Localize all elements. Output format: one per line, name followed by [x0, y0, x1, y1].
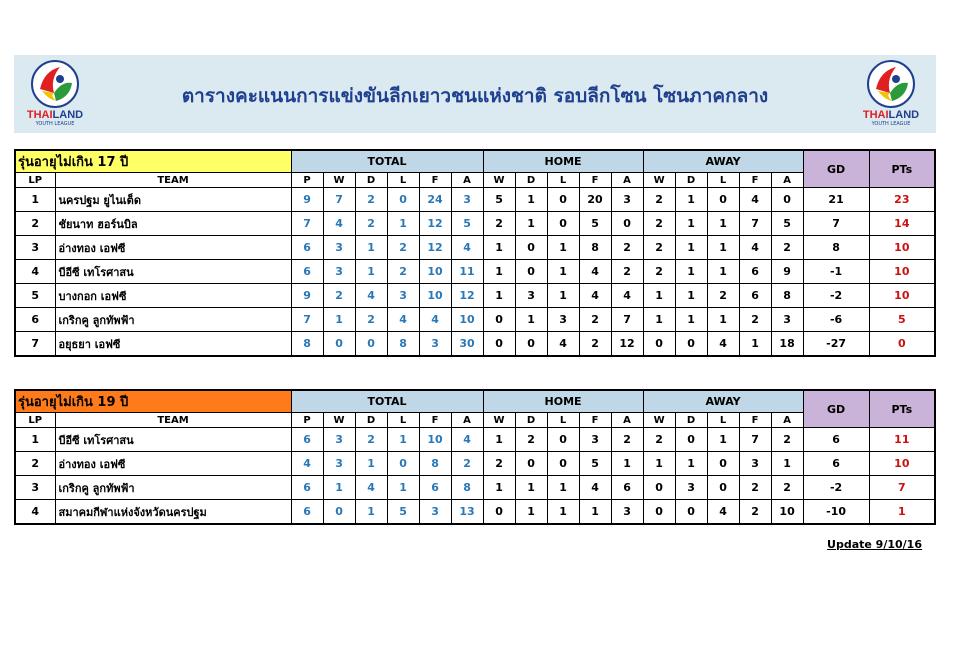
points-cell: 5: [869, 308, 935, 332]
table-row: [15, 428, 935, 452]
points-cell: 7: [869, 476, 935, 500]
header-row: [15, 390, 935, 413]
subheader-row: [15, 173, 935, 188]
total-stat-cell: 2: [355, 428, 387, 452]
rank-cell: 5: [15, 284, 55, 308]
total-stat-cell: 3: [323, 428, 355, 452]
away-stat-cell: 10: [771, 500, 803, 525]
rank-cell: 4: [15, 500, 55, 525]
home-stat-cell: 1: [547, 236, 579, 260]
gd-cell: 21: [803, 188, 869, 212]
away-stat-cell: 2: [643, 236, 675, 260]
away-stat-cell: 1: [643, 284, 675, 308]
rank-cell: 3: [15, 476, 55, 500]
away-stat-cell: 2: [771, 428, 803, 452]
total-stat-cell: 1: [387, 476, 419, 500]
logo-brand-text: THAILAND: [862, 109, 920, 121]
away-stat-cell: 0: [675, 332, 707, 357]
total-col-header: D: [355, 173, 387, 188]
update-date: Update 9/10/16: [827, 538, 922, 551]
gd-cell: -1: [803, 260, 869, 284]
home-stat-cell: 1: [483, 284, 515, 308]
total-stat-cell: 6: [291, 428, 323, 452]
total-stat-cell: 3: [323, 236, 355, 260]
standings-table-u19: [14, 389, 936, 525]
total-stat-cell: 1: [387, 428, 419, 452]
total-stat-cell: 24: [419, 188, 451, 212]
logo-brand-text: THAILAND: [26, 109, 84, 121]
home-col-header: F: [579, 413, 611, 428]
away-stat-cell: 6: [739, 260, 771, 284]
total-stat-cell: 1: [355, 260, 387, 284]
subheader-row: [15, 413, 935, 428]
home-stat-cell: 12: [611, 332, 643, 357]
total-stat-cell: 12: [419, 236, 451, 260]
total-stat-cell: 1: [355, 452, 387, 476]
away-stat-cell: 1: [675, 284, 707, 308]
home-stat-cell: 3: [611, 188, 643, 212]
total-header: TOTAL: [291, 150, 483, 173]
home-stat-cell: 1: [483, 236, 515, 260]
table-row: [15, 188, 935, 212]
total-stat-cell: 0: [387, 188, 419, 212]
team-header: TEAM: [55, 173, 291, 188]
home-stat-cell: 3: [547, 308, 579, 332]
home-stat-cell: 4: [547, 332, 579, 357]
home-stat-cell: 0: [547, 188, 579, 212]
team-name-cell: บางกอก เอฟซี: [55, 284, 291, 308]
home-stat-cell: 4: [611, 284, 643, 308]
away-stat-cell: 3: [771, 308, 803, 332]
total-stat-cell: 6: [291, 476, 323, 500]
away-stat-cell: 9: [771, 260, 803, 284]
home-stat-cell: 1: [547, 476, 579, 500]
pts-header: PTs: [869, 390, 935, 428]
away-stat-cell: 2: [643, 188, 675, 212]
home-stat-cell: 0: [611, 212, 643, 236]
home-stat-cell: 3: [611, 500, 643, 525]
away-header: AWAY: [643, 390, 803, 413]
total-stat-cell: 2: [355, 212, 387, 236]
home-stat-cell: 1: [515, 476, 547, 500]
total-col-header: A: [451, 413, 483, 428]
points-cell: 1: [869, 500, 935, 525]
gd-cell: -2: [803, 284, 869, 308]
home-stat-cell: 7: [611, 308, 643, 332]
points-cell: 14: [869, 212, 935, 236]
away-stat-cell: 0: [643, 332, 675, 357]
gd-header: GD: [803, 150, 869, 188]
away-stat-cell: 0: [707, 452, 739, 476]
home-header: HOME: [483, 390, 643, 413]
home-col-header: D: [515, 413, 547, 428]
total-col-header: F: [419, 173, 451, 188]
gd-cell: 6: [803, 452, 869, 476]
standings-table-u17: [14, 149, 936, 357]
team-name-cell: สมาคมกีฬาแห่งจังหวัดนครปฐม: [55, 500, 291, 525]
total-stat-cell: 12: [451, 284, 483, 308]
lp-header: LP: [15, 413, 55, 428]
away-stat-cell: 1: [707, 212, 739, 236]
away-stat-cell: 7: [739, 428, 771, 452]
team-name-cell: นครปฐม ยูไนเต็ด: [55, 188, 291, 212]
away-col-header: L: [707, 173, 739, 188]
total-stat-cell: 2: [387, 260, 419, 284]
table-row: [15, 452, 935, 476]
away-col-header: D: [675, 173, 707, 188]
away-col-header: L: [707, 413, 739, 428]
home-stat-cell: 2: [579, 308, 611, 332]
points-cell: 0: [869, 332, 935, 357]
home-stat-cell: 1: [547, 260, 579, 284]
rank-cell: 7: [15, 332, 55, 357]
away-stat-cell: 7: [739, 212, 771, 236]
points-cell: 10: [869, 452, 935, 476]
team-name-cell: เกริกคู ลูกทัพฟ้า: [55, 476, 291, 500]
away-col-header: W: [643, 413, 675, 428]
home-stat-cell: 0: [547, 212, 579, 236]
away-stat-cell: 2: [707, 284, 739, 308]
home-stat-cell: 3: [579, 428, 611, 452]
rank-cell: 2: [15, 212, 55, 236]
team-name-cell: บีอีซี เทโรศาสน: [55, 428, 291, 452]
rank-cell: 2: [15, 452, 55, 476]
rank-cell: 3: [15, 236, 55, 260]
gd-cell: -2: [803, 476, 869, 500]
away-stat-cell: 1: [739, 332, 771, 357]
total-stat-cell: 8: [419, 452, 451, 476]
total-stat-cell: 4: [323, 212, 355, 236]
away-col-header: A: [771, 173, 803, 188]
away-stat-cell: 1: [643, 308, 675, 332]
total-col-header: L: [387, 413, 419, 428]
home-stat-cell: 0: [483, 332, 515, 357]
points-cell: 11: [869, 428, 935, 452]
team-name-cell: อ่างทอง เอฟซี: [55, 452, 291, 476]
away-stat-cell: 1: [643, 452, 675, 476]
total-stat-cell: 1: [323, 308, 355, 332]
home-stat-cell: 2: [611, 260, 643, 284]
total-stat-cell: 0: [355, 332, 387, 357]
total-stat-cell: 0: [323, 332, 355, 357]
table-row: [15, 308, 935, 332]
home-col-header: W: [483, 173, 515, 188]
away-stat-cell: 2: [643, 212, 675, 236]
total-stat-cell: 1: [387, 212, 419, 236]
home-stat-cell: 4: [579, 260, 611, 284]
away-stat-cell: 1: [707, 428, 739, 452]
home-stat-cell: 1: [611, 452, 643, 476]
total-col-header: W: [323, 413, 355, 428]
home-stat-cell: 20: [579, 188, 611, 212]
total-stat-cell: 2: [323, 284, 355, 308]
total-col-header: F: [419, 413, 451, 428]
home-header: HOME: [483, 150, 643, 173]
total-stat-cell: 2: [451, 452, 483, 476]
away-header: AWAY: [643, 150, 803, 173]
total-stat-cell: 4: [355, 476, 387, 500]
team-name-cell: อ่างทอง เอฟซี: [55, 236, 291, 260]
home-col-header: A: [611, 413, 643, 428]
table-row: [15, 212, 935, 236]
away-stat-cell: 1: [707, 236, 739, 260]
points-cell: 10: [869, 284, 935, 308]
home-col-header: L: [547, 413, 579, 428]
away-col-header: F: [739, 413, 771, 428]
home-stat-cell: 0: [547, 428, 579, 452]
home-stat-cell: 2: [611, 236, 643, 260]
away-stat-cell: 0: [771, 188, 803, 212]
away-stat-cell: 4: [707, 332, 739, 357]
total-stat-cell: 8: [451, 476, 483, 500]
total-stat-cell: 2: [387, 236, 419, 260]
football-logo-icon: [866, 59, 916, 109]
total-col-header: P: [291, 413, 323, 428]
total-stat-cell: 30: [451, 332, 483, 357]
gd-header: GD: [803, 390, 869, 428]
away-stat-cell: 0: [675, 500, 707, 525]
away-stat-cell: 4: [707, 500, 739, 525]
total-stat-cell: 0: [387, 452, 419, 476]
home-col-header: W: [483, 413, 515, 428]
table-row: [15, 476, 935, 500]
home-stat-cell: 1: [547, 500, 579, 525]
total-stat-cell: 3: [451, 188, 483, 212]
total-stat-cell: 4: [451, 428, 483, 452]
home-stat-cell: 1: [515, 212, 547, 236]
away-stat-cell: 3: [739, 452, 771, 476]
total-stat-cell: 11: [451, 260, 483, 284]
away-stat-cell: 0: [643, 500, 675, 525]
away-col-header: W: [643, 173, 675, 188]
away-stat-cell: 3: [675, 476, 707, 500]
total-stat-cell: 7: [291, 212, 323, 236]
home-stat-cell: 2: [483, 452, 515, 476]
away-stat-cell: 1: [675, 236, 707, 260]
away-stat-cell: 2: [643, 260, 675, 284]
away-stat-cell: 2: [739, 308, 771, 332]
total-stat-cell: 4: [387, 308, 419, 332]
home-stat-cell: 0: [515, 236, 547, 260]
total-stat-cell: 9: [291, 284, 323, 308]
table-row: [15, 236, 935, 260]
total-stat-cell: 4: [291, 452, 323, 476]
total-stat-cell: 4: [355, 284, 387, 308]
home-stat-cell: 0: [483, 308, 515, 332]
away-stat-cell: 1: [675, 212, 707, 236]
total-stat-cell: 3: [323, 452, 355, 476]
home-stat-cell: 4: [579, 476, 611, 500]
total-col-header: A: [451, 173, 483, 188]
away-stat-cell: 0: [707, 188, 739, 212]
total-stat-cell: 5: [451, 212, 483, 236]
home-stat-cell: 1: [515, 188, 547, 212]
away-stat-cell: 2: [771, 236, 803, 260]
home-stat-cell: 0: [515, 452, 547, 476]
total-stat-cell: 1: [355, 500, 387, 525]
total-stat-cell: 8: [291, 332, 323, 357]
page-header: [14, 55, 936, 133]
away-stat-cell: 1: [675, 188, 707, 212]
total-stat-cell: 7: [323, 188, 355, 212]
away-stat-cell: 2: [771, 476, 803, 500]
total-col-header: L: [387, 173, 419, 188]
away-stat-cell: 18: [771, 332, 803, 357]
gd-cell: -27: [803, 332, 869, 357]
away-stat-cell: 1: [707, 308, 739, 332]
total-stat-cell: 12: [419, 212, 451, 236]
lp-header: LP: [15, 173, 55, 188]
rank-cell: 4: [15, 260, 55, 284]
total-stat-cell: 6: [291, 500, 323, 525]
rank-cell: 1: [15, 428, 55, 452]
home-col-header: D: [515, 173, 547, 188]
gd-cell: 6: [803, 428, 869, 452]
home-stat-cell: 1: [579, 500, 611, 525]
total-stat-cell: 4: [451, 236, 483, 260]
home-stat-cell: 1: [515, 500, 547, 525]
home-stat-cell: 0: [515, 332, 547, 357]
gd-cell: 8: [803, 236, 869, 260]
away-stat-cell: 2: [739, 476, 771, 500]
total-stat-cell: 2: [355, 308, 387, 332]
home-stat-cell: 8: [579, 236, 611, 260]
home-col-header: L: [547, 173, 579, 188]
team-name-cell: เกริกคู ลูกทัพฟ้า: [55, 308, 291, 332]
away-col-header: D: [675, 413, 707, 428]
total-stat-cell: 5: [387, 500, 419, 525]
away-stat-cell: 1: [675, 452, 707, 476]
home-stat-cell: 3: [515, 284, 547, 308]
home-stat-cell: 6: [611, 476, 643, 500]
total-stat-cell: 1: [323, 476, 355, 500]
table-row: [15, 500, 935, 525]
away-stat-cell: 4: [739, 236, 771, 260]
group-label: รุ่นอายุไม่เกิน 19 ปี: [15, 390, 291, 413]
table-row: [15, 260, 935, 284]
away-stat-cell: 6: [739, 284, 771, 308]
away-stat-cell: 1: [675, 308, 707, 332]
home-stat-cell: 0: [515, 260, 547, 284]
home-stat-cell: 4: [579, 284, 611, 308]
gd-cell: -6: [803, 308, 869, 332]
home-stat-cell: 1: [547, 284, 579, 308]
away-stat-cell: 1: [771, 452, 803, 476]
total-stat-cell: 10: [451, 308, 483, 332]
away-stat-cell: 8: [771, 284, 803, 308]
away-stat-cell: 4: [739, 188, 771, 212]
home-col-header: F: [579, 173, 611, 188]
table-row: [15, 284, 935, 308]
table-row: [15, 332, 935, 357]
home-stat-cell: 0: [483, 500, 515, 525]
team-header: TEAM: [55, 413, 291, 428]
page-title: ตารางคะแนนการแข่งขันลีกเยาวชนแห่งชาติ รอบลีกโซน โซนภาคกลาง: [181, 85, 769, 107]
home-col-header: A: [611, 173, 643, 188]
home-stat-cell: 0: [547, 452, 579, 476]
total-header: TOTAL: [291, 390, 483, 413]
away-stat-cell: 1: [675, 260, 707, 284]
total-stat-cell: 8: [387, 332, 419, 357]
team-name-cell: บีอีซี เทโรศาสน: [55, 260, 291, 284]
rank-cell: 6: [15, 308, 55, 332]
total-stat-cell: 4: [419, 308, 451, 332]
total-col-header: P: [291, 173, 323, 188]
away-col-header: A: [771, 413, 803, 428]
points-cell: 10: [869, 236, 935, 260]
rank-cell: 1: [15, 188, 55, 212]
home-stat-cell: 1: [483, 476, 515, 500]
home-stat-cell: 5: [483, 188, 515, 212]
home-stat-cell: 2: [611, 428, 643, 452]
header-row: [15, 150, 935, 173]
total-stat-cell: 7: [291, 308, 323, 332]
total-stat-cell: 10: [419, 260, 451, 284]
gd-cell: 7: [803, 212, 869, 236]
thailand-youth-league-logo: [854, 59, 928, 129]
home-stat-cell: 5: [579, 452, 611, 476]
away-stat-cell: 0: [643, 476, 675, 500]
total-stat-cell: 3: [323, 260, 355, 284]
away-stat-cell: 0: [675, 428, 707, 452]
total-stat-cell: 3: [387, 284, 419, 308]
logo-sub-text: YOUTH LEAGUE: [871, 121, 911, 127]
total-stat-cell: 2: [355, 188, 387, 212]
home-stat-cell: 1: [483, 428, 515, 452]
gd-cell: -10: [803, 500, 869, 525]
home-stat-cell: 5: [579, 212, 611, 236]
total-stat-cell: 10: [419, 284, 451, 308]
total-col-header: W: [323, 173, 355, 188]
away-stat-cell: 0: [707, 476, 739, 500]
total-stat-cell: 9: [291, 188, 323, 212]
away-stat-cell: 1: [707, 260, 739, 284]
total-col-header: D: [355, 413, 387, 428]
home-stat-cell: 2: [579, 332, 611, 357]
total-stat-cell: 6: [291, 236, 323, 260]
home-stat-cell: 2: [483, 212, 515, 236]
home-stat-cell: 1: [515, 308, 547, 332]
home-stat-cell: 2: [515, 428, 547, 452]
total-stat-cell: 13: [451, 500, 483, 525]
total-stat-cell: 3: [419, 332, 451, 357]
away-stat-cell: 2: [643, 428, 675, 452]
points-cell: 23: [869, 188, 935, 212]
total-stat-cell: 6: [419, 476, 451, 500]
total-stat-cell: 3: [419, 500, 451, 525]
away-stat-cell: 5: [771, 212, 803, 236]
team-name-cell: ชัยนาท ฮอร์นบิล: [55, 212, 291, 236]
away-col-header: F: [739, 173, 771, 188]
total-stat-cell: 10: [419, 428, 451, 452]
total-stat-cell: 1: [355, 236, 387, 260]
team-name-cell: อยุธยา เอฟซี: [55, 332, 291, 357]
points-cell: 10: [869, 260, 935, 284]
total-stat-cell: 6: [291, 260, 323, 284]
logo-sub-text: YOUTH LEAGUE: [35, 121, 75, 127]
group-label: รุ่นอายุไม่เกิน 17 ปี: [15, 150, 291, 173]
pts-header: PTs: [869, 150, 935, 188]
away-stat-cell: 2: [739, 500, 771, 525]
home-stat-cell: 1: [483, 260, 515, 284]
total-stat-cell: 0: [323, 500, 355, 525]
